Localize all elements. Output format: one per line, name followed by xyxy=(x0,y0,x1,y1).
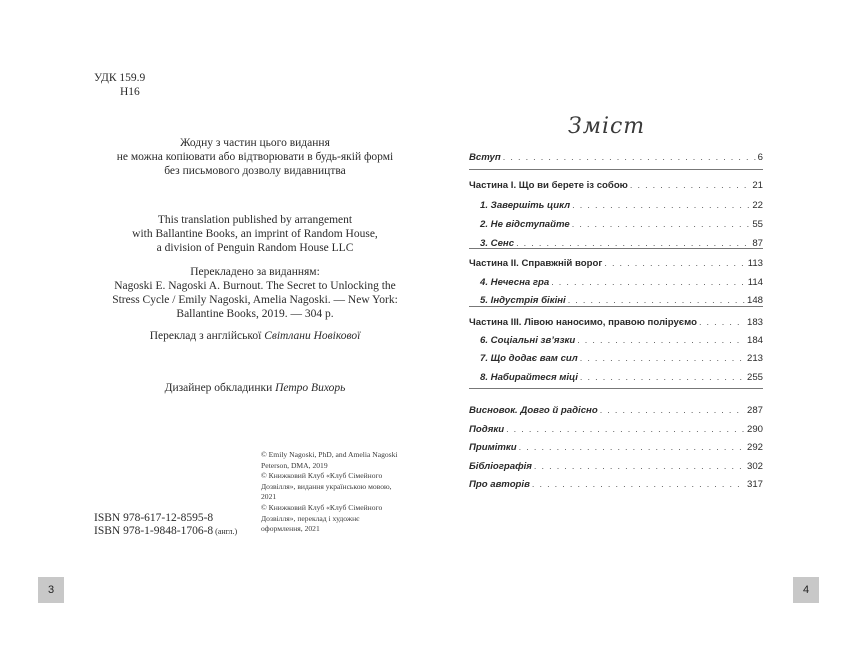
toc-entry-page: 87 xyxy=(752,238,763,249)
toc-entry[interactable] xyxy=(480,277,763,289)
toc-entry[interactable] xyxy=(480,219,763,231)
toc-leader-dots xyxy=(577,335,745,345)
toc-entry[interactable] xyxy=(469,180,763,192)
designer-name: Петро Вихорь xyxy=(275,382,346,394)
udk-classification xyxy=(94,71,145,99)
copyright-block xyxy=(261,450,401,535)
toc-leader-dots xyxy=(630,180,750,190)
toc-entry-title: 8. Набирайтеся міці xyxy=(480,372,578,383)
toc-leader-dots xyxy=(572,219,751,229)
page-number-right: 4 xyxy=(793,577,819,603)
toc-leader-dots xyxy=(568,295,745,305)
notice-line: не можна копіювати або відтворювати в будь-якій формі xyxy=(116,151,394,163)
toc-divider xyxy=(469,169,763,170)
toc-entry[interactable] xyxy=(480,372,763,384)
toc-entry-page: 287 xyxy=(746,405,763,416)
toc-entry-title: 6. Соціальні зв’язки xyxy=(480,335,576,346)
toc-leader-dots xyxy=(506,424,745,434)
isbn-english xyxy=(94,525,237,539)
copyright-line: © Книжковий Клуб «Клуб Сімейного Дозвілля», видання українською мовою, 2021 xyxy=(261,471,392,502)
edition-line: Ballantine Books, 2019. — 304 p. xyxy=(176,308,334,320)
toc-entry-page: 113 xyxy=(747,258,763,269)
toc-entry[interactable] xyxy=(469,258,763,270)
toc-entry-page: 22 xyxy=(752,200,763,211)
toc-entry-page: 292 xyxy=(746,442,763,453)
toc-entry-page: 290 xyxy=(746,424,763,435)
toc-entry-page: 114 xyxy=(747,277,763,288)
toc-entry-title: 7. Що додає вам сил xyxy=(480,353,578,364)
toc-entry-title: Подяки xyxy=(469,424,505,435)
notice-line: Жодну з частин цього видання xyxy=(180,137,330,149)
toc-entry[interactable] xyxy=(469,405,763,417)
toc-entry-page: 21 xyxy=(752,180,763,191)
toc-entry-page: 184 xyxy=(746,335,763,346)
edition-line: Перекладено за виданням: xyxy=(190,266,320,278)
toc-leader-dots xyxy=(572,200,750,210)
isbn-ukrainian: ISBN 978-617-12-8595-8 xyxy=(94,512,214,524)
original-edition xyxy=(100,265,410,321)
edition-line: Nagoski E. Nagoski A. Burnout. The Secret to Unlocking the xyxy=(114,280,396,292)
author-mark: Н16 xyxy=(120,86,140,98)
toc-leader-dots xyxy=(516,238,750,248)
toc-entry[interactable] xyxy=(480,295,763,307)
toc-entry-page: 55 xyxy=(752,219,763,230)
isbn-english-number: ISBN 978-1-9848-1706-8 xyxy=(94,524,214,537)
toc-leader-dots xyxy=(580,372,745,382)
toc-leader-dots xyxy=(519,442,745,452)
toc-leader-dots xyxy=(604,258,745,268)
toc-entry[interactable] xyxy=(480,335,763,347)
toc-entry[interactable] xyxy=(480,200,763,212)
designer-label: Дизайнер обкладинки xyxy=(164,382,276,394)
translator-name: Світлани Новікової xyxy=(264,330,361,342)
isbn-english-suffix: (англ.) xyxy=(213,526,238,536)
arrangement-line: This translation published by arrangement xyxy=(157,214,353,226)
toc-entry[interactable] xyxy=(469,461,763,473)
toc-divider xyxy=(469,388,763,389)
toc-leader-dots xyxy=(503,152,756,162)
toc-entry-page: 302 xyxy=(746,461,763,472)
toc-leader-dots xyxy=(551,277,746,287)
toc-entry-page: 6 xyxy=(757,152,763,163)
toc-entry-title: 1. Завершіть цикл xyxy=(480,200,571,211)
toc-entry[interactable] xyxy=(469,479,763,491)
toc-heading: Зміст xyxy=(568,114,646,139)
copyright-line: © Emily Nagoski, PhD, and Amelia Nagoski Peterson, DMA, 2019 xyxy=(261,450,398,470)
translator-credit xyxy=(100,329,410,343)
toc-leader-dots xyxy=(699,317,745,327)
toc-entry-title: Примітки xyxy=(469,442,517,453)
toc-entry-page: 213 xyxy=(746,353,763,364)
toc-entry-title: 3. Сенс xyxy=(480,238,515,249)
udk-code: УДК 159.9 xyxy=(94,72,146,84)
toc-leader-dots xyxy=(532,479,745,489)
toc-leader-dots xyxy=(600,405,745,415)
isbn-block xyxy=(94,512,237,538)
toc-entry-page: 317 xyxy=(746,479,763,490)
toc-entry-title: 2. Не відступайте xyxy=(480,219,570,230)
toc-entry[interactable] xyxy=(469,317,763,329)
translator-label: Переклад з англійської xyxy=(149,330,265,342)
toc-entry-title: Бібліографія xyxy=(469,461,532,472)
toc-entry-page: 255 xyxy=(746,372,763,383)
arrangement-line: with Ballantine Books, an imprint of Random House, xyxy=(132,228,378,240)
toc-entry[interactable] xyxy=(469,424,763,436)
toc-leader-dots xyxy=(580,353,745,363)
copyright-line: © Книжковий Клуб «Клуб Сімейного Дозвілля», переклад і художнє оформлення, 2021 xyxy=(261,502,383,534)
designer-credit xyxy=(100,381,410,395)
toc-entry-page: 148 xyxy=(746,295,763,306)
toc-entry-title: Частина II. Справжній ворог xyxy=(469,258,603,269)
toc-entry-title: Частина I. Що ви берете із собою xyxy=(469,180,628,191)
toc-entry[interactable] xyxy=(469,152,763,164)
toc-entry-title: Висновок. Довго й радісно xyxy=(469,405,598,416)
toc-entry-title: 4. Нечесна гра xyxy=(480,277,550,288)
edition-line: Stress Cycle / Emily Nagoski, Amelia Nagoski. — New York: xyxy=(112,294,398,306)
left-page xyxy=(0,0,428,646)
copyright-notice xyxy=(100,136,410,178)
page-number-left: 3 xyxy=(38,577,64,603)
toc-entry-page: 183 xyxy=(746,317,763,328)
toc-entry-title: Про авторів xyxy=(469,479,530,490)
toc-leader-dots xyxy=(534,461,745,471)
toc-entry[interactable] xyxy=(469,442,763,454)
toc-entry-title: 5. Індустрія бікіні xyxy=(480,295,566,306)
toc-entry-title: Вступ xyxy=(469,152,501,163)
toc-entry[interactable] xyxy=(480,238,763,250)
translation-arrangement xyxy=(100,213,410,255)
toc-entry-title: Частина III. Лівою наносимо, правою поліруємо xyxy=(469,317,697,328)
arrangement-line: a division of Penguin Random House LLC xyxy=(156,242,354,254)
notice-line: без письмового дозволу видавництва xyxy=(164,165,346,177)
toc-entry[interactable] xyxy=(480,353,763,365)
